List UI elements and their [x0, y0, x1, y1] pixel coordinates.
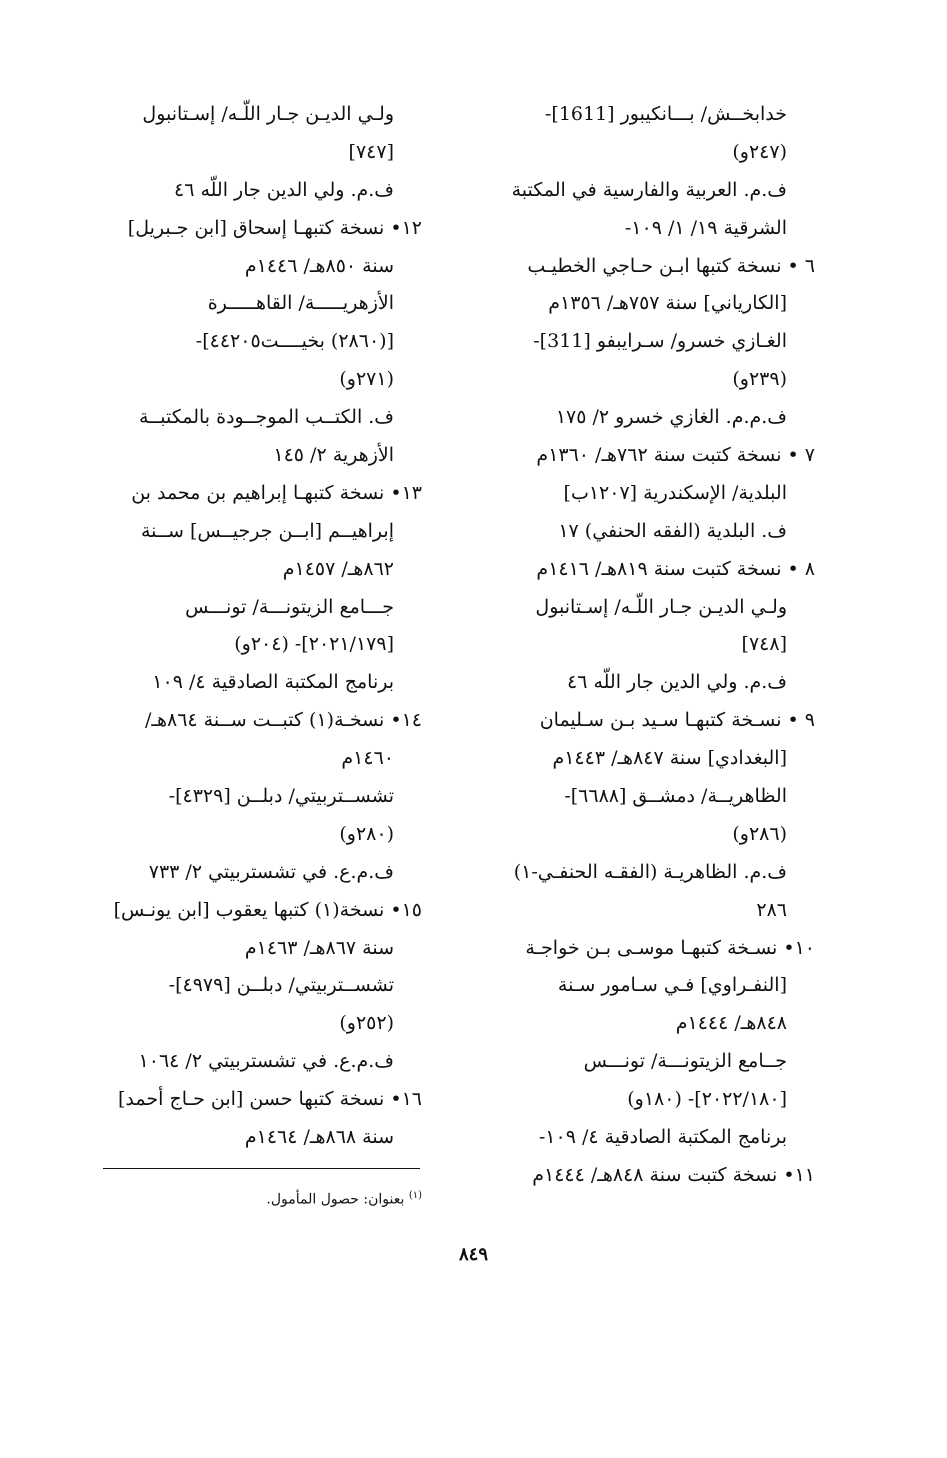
right-column-line: الغـازي خسرو/ سـرايبفو [311]-: [533, 330, 787, 353]
right-column-line: جــامع الزيتونـــة/ تونـــس: [583, 1050, 787, 1073]
right-column-line: ولـي الديـن جـار اللّـه/ إسـتانبول: [535, 595, 787, 618]
left-column-line: برنامج المكتبة الصادقية ٤/ ١٠٩: [152, 671, 394, 694]
right-column-line: (٢٤٧و): [732, 140, 787, 163]
left-column-line: ف. الكتــب الموجــودة بالمكتبــة: [138, 406, 394, 429]
right-column-line: ف.م.م. الغازي خسرو ٢/ ١٧٥: [555, 406, 787, 429]
right-column-line: خدابخــش/ بـــانكيبور [1611]-: [544, 103, 787, 125]
right-column-line: [الكارياني] سنة ٧٥٧هـ/ ١٣٥٦م: [548, 292, 787, 315]
left-column-line: (٢٨٠و): [339, 822, 394, 845]
left-column-line: إبراهيــم [ابــن جرجيــس] ســنة: [140, 519, 394, 542]
right-column-line: ٨٤٨هـ/ ١٤٤٤م: [675, 1012, 787, 1035]
right-column-line: ف.م. ولي الدين جار اللّه ٤٦: [566, 671, 787, 694]
left-column-line: ١٦• نسخة كتبها حسن [ابن حـاج أحمد]: [118, 1088, 422, 1111]
right-column-line: [٧٤٨]: [741, 633, 787, 656]
right-column-line: [البغدادي] سنة ٨٤٧هـ/ ١٤٤٣م: [552, 747, 787, 770]
left-column-line: ف.م. ولي الدين جار اللّه ٤٦: [173, 178, 394, 201]
left-column-line: (٢٧١و): [339, 368, 394, 391]
left-column-line: سنة ٨٦٧هـ/ ١٤٦٣م: [244, 936, 394, 959]
left-column-line: [(٢٨٦٠) بخيــــت٤٤٢٠٥]-: [195, 330, 394, 353]
right-column-line: ف.م. العربية والفارسية في المكتبة: [511, 178, 787, 201]
left-column-line: ولـي الديـن جـار اللّـه/ إسـتانبول: [142, 103, 394, 125]
right-column-line: برنامج المكتبة الصادقية ٤/ ١٠٩-: [538, 1126, 787, 1149]
right-column-line: ف. البلدية (الفقه الحنفي) ١٧: [558, 519, 787, 542]
left-column-line: جـــامع الزيتونـــة/ تونـــس: [185, 595, 394, 618]
footnote-marker: (١): [408, 1190, 422, 1201]
footnote-divider: [103, 1168, 420, 1169]
left-column-line: [٢٠٢١/١٧٩]- (٢٠٤و): [234, 633, 394, 656]
right-column-line: ٨ • نسخة كتبت سنة ٨١٩هـ/ ١٤١٦م: [536, 557, 815, 580]
footnote: [102, 1186, 422, 1210]
footnote-text: بعنوان: حصول المأمول.: [266, 1191, 409, 1208]
left-column-line: تشســتربيتي/ دبلــن [٤٣٢٩]-: [168, 785, 394, 808]
right-column-line: (٢٣٩و): [732, 368, 787, 391]
right-column-line: ٩ • نسـخة كتبهـا سـيد بـن سـليمان: [539, 709, 815, 732]
right-column-line: ١٠• نسـخة كتبهـا موسـى بـن خواجـة: [525, 936, 815, 959]
left-column-line: ١٣• نسخة كتبهـا إبراهيم بن محمد بن: [131, 481, 422, 504]
left-column-line: [٧٤٧]: [348, 140, 394, 163]
left-column-line: سنة ٨٥٠هـ/ ١٤٤٦م: [244, 254, 394, 277]
right-column-line: ف.م. الظاهريـة (الفقـه الحنفـي-١): [513, 860, 787, 883]
left-column-line: الأزهريـــــة/ القاهـــــرة: [207, 292, 394, 315]
left-column-line: (٢٥٢و): [339, 1012, 394, 1035]
left-column-line: ١٢• نسخة كتبهـا إسحاق [ابن جـبريل]: [127, 216, 422, 239]
right-column-line: ١١• نسخة كتبت سنة ٨٤٨هـ/ ١٤٤٤م: [532, 1163, 815, 1186]
left-column-line: تشســتربيتي/ دبلــن [٤٩٧٩]-: [168, 974, 394, 997]
right-column-line: الشرقية ١٩/ ١/ ١٠٩-: [624, 216, 787, 239]
right-column-line: ٦ • نسخة كتبها ابـن حـاجي الخطيـب: [527, 254, 815, 277]
left-column-line: الأزهرية ٢/ ١٤٥: [273, 444, 394, 467]
left-column-line: سنة ٨٦٨هـ/ ١٤٦٤م: [244, 1126, 394, 1149]
left-column: [100, 96, 422, 1157]
left-column-line: ١٥• نسخة(١) كتبها يعقوب [ابن يونـس]: [113, 898, 422, 921]
page-number: ٨٤٩: [458, 1244, 488, 1265]
right-column-line: (٢٨٦و): [732, 822, 787, 845]
left-column-line: ١٤• نسخـة(١) كتبــت ســنة ٨٦٤هـ/: [145, 709, 422, 732]
right-column-line: الظاهريــة/ دمشــق [٦٦٨٨]-: [564, 785, 787, 808]
right-column-line: [٢٠٢٢/١٨٠]- (١٨٠و): [627, 1088, 787, 1111]
right-column-line: البلدية/ الإسكندرية [١٢٠٧ب]: [563, 481, 787, 504]
right-column-line: [النفـراوي] فـي سـامور سـنة: [557, 974, 787, 997]
right-column-line: ٢٨٦: [756, 898, 787, 921]
right-column: [470, 96, 815, 1195]
left-column-line: ٨٦٢هـ/ ١٤٥٧م: [282, 557, 394, 580]
left-column-line: ف.م.ع. في تشستربيتي ٢/ ١٠٦٤: [138, 1050, 394, 1073]
left-column-line: ١٤٦٠م: [341, 747, 394, 770]
left-column-line: ف.م.ع. في تشستربيتي ٢/ ٧٣٣: [148, 860, 394, 883]
right-column-line: ٧ • نسخة كتبت سنة ٧٦٢هـ/ ١٣٦٠م: [536, 444, 815, 467]
